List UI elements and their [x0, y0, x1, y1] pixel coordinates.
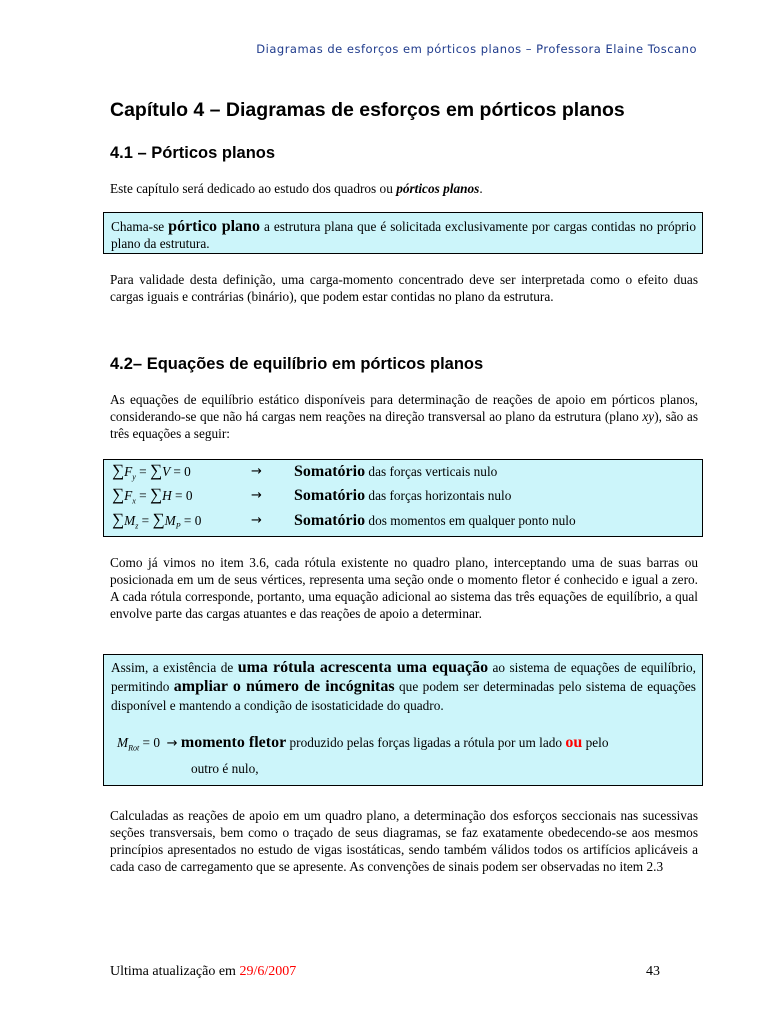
rotula-text-4: produzido pelas forças ligadas a rótula por um lado: [286, 735, 566, 750]
intro-text: Este capítulo será dedicado ao estudo dos quadros ou: [110, 181, 397, 196]
chapter-title: Capítulo 4 – Diagramas de esforços em pórticos planos: [110, 99, 625, 121]
right-arrow-icon: →: [251, 464, 262, 479]
rotula-equation: [117, 733, 697, 779]
lhs-variable: F: [124, 464, 133, 479]
footer-label: Ultima atualização em: [110, 964, 240, 979]
sum-symbol: ∑: [112, 510, 125, 529]
rhs-value: = 0: [183, 513, 202, 528]
lhs-subscript: x: [132, 496, 136, 506]
definition-lead: Chama-se: [111, 219, 169, 234]
page-footer: [110, 964, 660, 980]
equation-formula: $\sum M_z = \sum M_P = 0$: [112, 510, 202, 531]
validity-paragraph: Para validade desta definição, uma carga-momento concentrado deve ser interpretada como o efeito duas cargas iguais e contrárias (binário), que podem estar contidas no plano da estrutura.: [110, 272, 698, 304]
rotula-box: [103, 654, 703, 786]
rotula-text-5: pelo: [582, 735, 609, 750]
sum-symbol: ∑: [112, 485, 125, 504]
moment-subscript: Rot: [128, 743, 140, 753]
equations-box: [103, 459, 703, 537]
moment-variable: M: [117, 735, 129, 750]
conclusion-paragraph: Calculadas as reações de apoio em um quadro plano, a determinação dos esforços seccionais nas sucessivas seções transversais, bem como o traçado de seus diagramas, se faz exatamente obedecendo-se aos mesmos princípios apresentados no estudo de vigas isostáticas, sendo também válidos todos os artifícios aplicáveis a cada caso de carregamento que se apresente. As convenções de sinais podem ser observadas no item 2.3: [110, 808, 698, 874]
rhs-value: = 0: [175, 488, 193, 503]
section-title-4-1: 4.1 – Pórticos planos: [110, 144, 276, 162]
equation-bold-label: Somatório: [294, 463, 366, 480]
intro-emphasis: pórticos planos: [396, 181, 480, 196]
equation-bold-label: Somatório: [294, 487, 366, 504]
definition-box: [103, 212, 703, 254]
equilibrium-intro-text: As equações de equilíbrio estático disponíveis para determinação de reações de apoio em pórticos planos, considerando-se que não há cargas nem reações na direção transversal ao plano da estrutura (plano: [110, 392, 698, 424]
intro-end: .: [479, 181, 483, 196]
equation-description: [294, 512, 576, 530]
lhs-subscript: z: [135, 521, 139, 531]
intro-paragraph: [110, 180, 698, 197]
sum-symbol: ∑: [112, 461, 125, 480]
definition-text: [111, 218, 696, 252]
equation-desc-text: das forças horizontais nulo: [365, 488, 512, 503]
sum-symbol: ∑: [149, 485, 163, 504]
or-emphasis: ou: [565, 734, 583, 751]
plane-symbol: xy: [642, 409, 655, 424]
lhs-variable: M: [124, 513, 136, 528]
equilibrium-intro-paragraph: [110, 391, 698, 442]
right-arrow-icon: →: [251, 513, 262, 528]
rotula-box-text: [111, 658, 696, 715]
rotula-text-3: que podem ser determinadas pelo sistema de equações disponível e mantendo a condição de isostaticidade do quadro.: [111, 679, 696, 713]
definition-rest: a estrutura plana que é solicitada exclusivamente por cargas contidas no próprio plano da estrutura.: [111, 219, 697, 251]
equilibrium-intro-end: ), são as três equações a seguir:: [110, 409, 698, 441]
running-header: Diagramas de esforços em pórticos planos – Professora Elaine Toscano: [256, 42, 697, 56]
rotula-bold-1: uma rótula acrescenta uma equação: [237, 659, 489, 676]
equation-description: [294, 463, 497, 481]
rotula-text-1: Assim, a existência de: [111, 660, 238, 675]
definition-term: pórtico plano: [168, 218, 260, 235]
rotula-text-6: outro é nulo,: [191, 760, 259, 776]
equation-desc-text: dos momentos em qualquer ponto nulo: [365, 513, 576, 528]
sum-symbol: ∑: [149, 461, 163, 480]
lhs-subscript: y: [132, 472, 136, 482]
rhs-variable: V: [162, 464, 170, 479]
sum-symbol: ∑: [152, 510, 165, 529]
lhs-variable: F: [124, 488, 133, 503]
rotula-text-2: ao sistema de equações de equilíbrio, permitindo: [111, 660, 697, 694]
rotula-bold-3: momento fletor: [180, 734, 287, 751]
equation-desc-text: das forças verticais nulo: [365, 464, 498, 479]
rotula-bold-2: ampliar o número de incógnitas: [173, 678, 395, 695]
right-arrow-icon: →: [251, 488, 262, 503]
footer-date: 29/6/2007: [239, 964, 297, 979]
rotula-equation-line: [117, 733, 697, 759]
page-number: 43: [646, 964, 660, 979]
right-arrow-icon: →: [166, 736, 178, 751]
section-title-4-2: 4.2– Equações de equilíbrio em pórticos planos: [110, 355, 484, 373]
equation-bold-label: Somatório: [294, 512, 366, 529]
equation-formula: $\sum F_x = \sum H = 0$: [112, 485, 193, 506]
rhs-value: = 0: [173, 464, 191, 479]
rotula-paragraph: Como já vimos no item 3.6, cada rótula existente no quadro plano, interceptando uma de suas barras ou posicionada em um de seus vértices, representa uma seção onde o momento fletor é conhecido e igual a zero. A cada rótula corresponde, portanto, uma equação adicional ao sistema das três equações de equilíbrio, a qual envolve parte das cargas atuantes e das reações de apoio a determinar.: [110, 555, 698, 621]
moment-value: = 0: [142, 735, 160, 750]
rhs-variable: M: [164, 513, 176, 528]
equation-formula: $\sum F_y = \sum V = 0$: [112, 461, 191, 482]
rhs-variable: H: [162, 488, 172, 503]
rhs-subscript: P: [175, 521, 181, 531]
equation-description: [294, 487, 511, 505]
